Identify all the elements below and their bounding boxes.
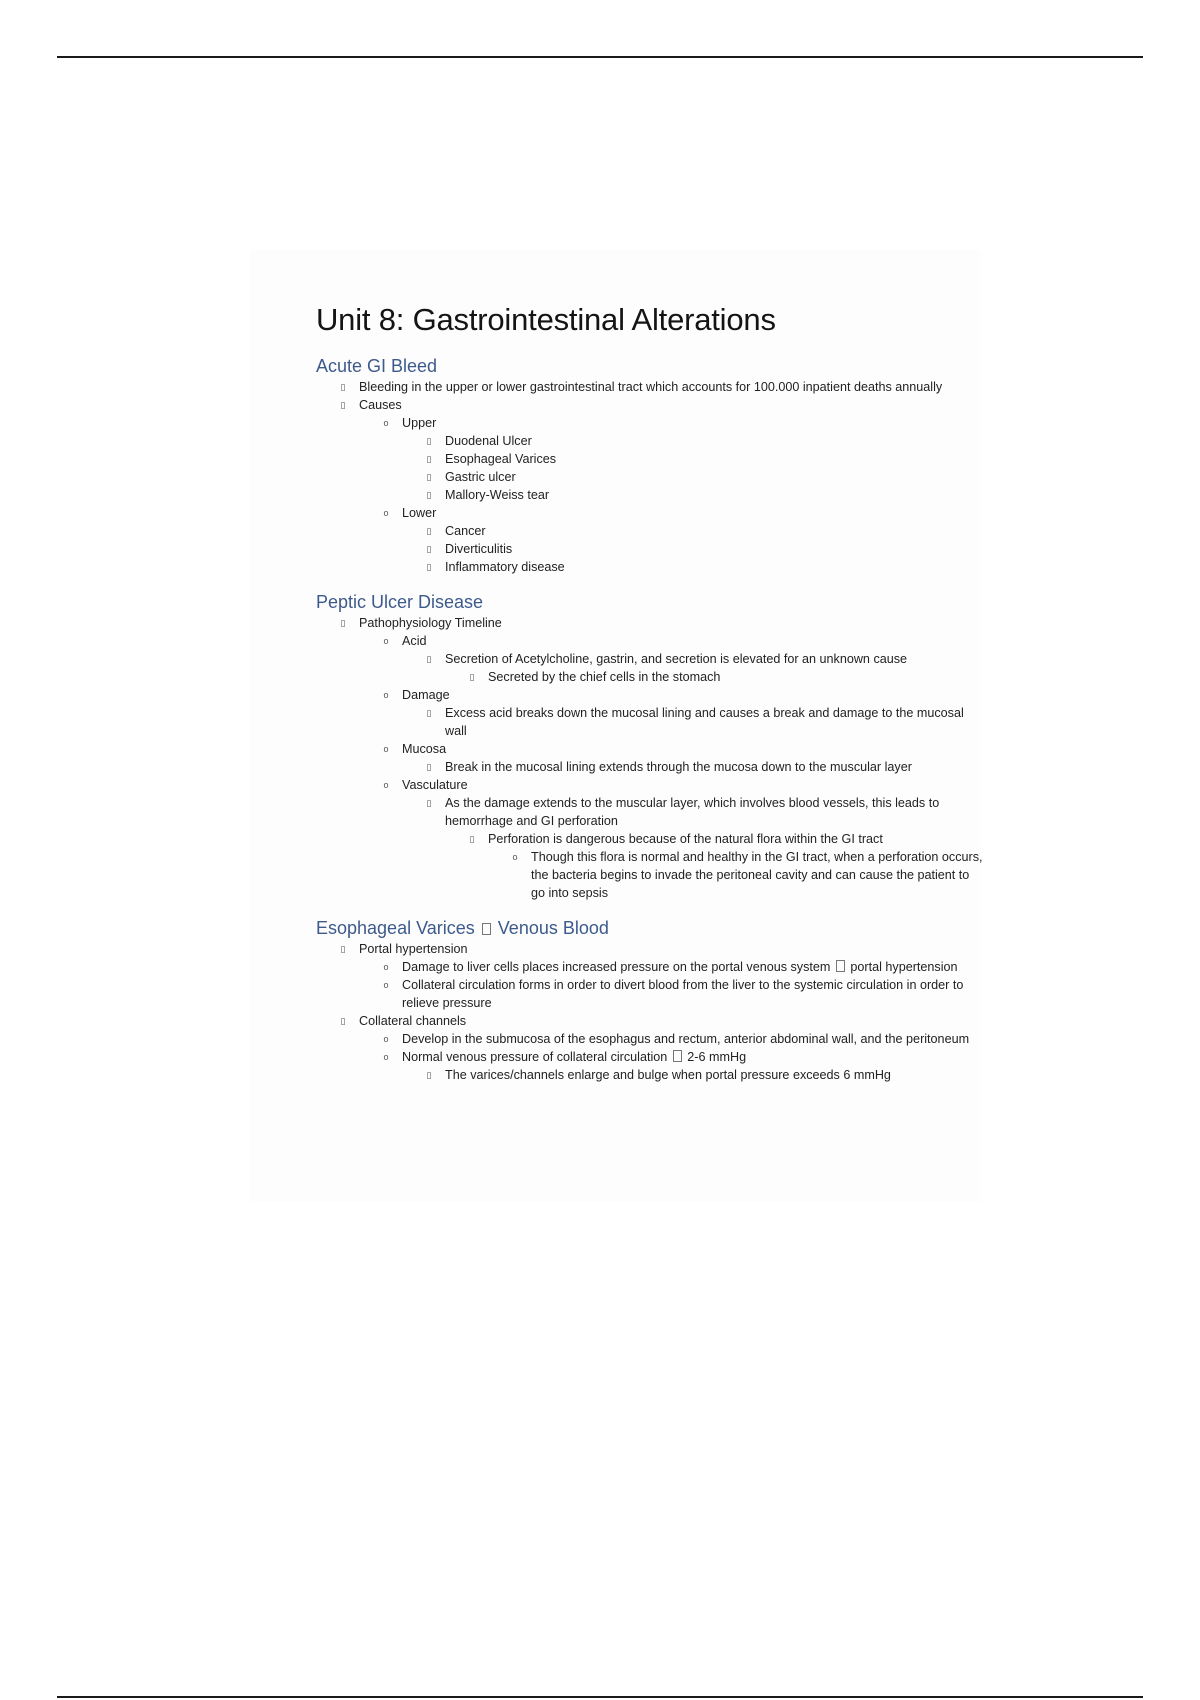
square-bullet-icon: ▯ [426,762,432,772]
list-item: o Vasculature [316,776,986,794]
square-bullet-icon: ▯ [426,544,432,554]
arrow-placeholder-icon [482,923,491,935]
square-bullet-icon: ▯ [340,944,346,954]
document-title: Unit 8: Gastrointestinal Alterations [316,302,776,337]
section-heading-esophageal-varices: Esophageal Varices Venous Blood [316,918,609,938]
list-item: ▯ Portal hypertension [316,940,986,958]
list-item: ▯ Collateral channels [316,1012,986,1030]
square-bullet-icon: ▯ [426,436,432,446]
list-item: ▯ Secretion of Acetylcholine, gastrin, and secretion is elevated for an unknown cause [316,650,986,668]
list-item: ▯ Excess acid breaks down the mucosal lining and causes a break and damage to the mucosal wall [316,704,986,740]
square-bullet-icon: ▯ [426,490,432,500]
circle-bullet-icon: o [383,1034,389,1044]
square-bullet-icon: ▯ [469,672,475,682]
square-bullet-icon: ▯ [426,562,432,572]
circle-bullet-icon: o [383,744,389,754]
arrow-placeholder-icon [673,1050,682,1062]
list-item: ▯ Perforation is dangerous because of the natural flora within the GI tract [316,830,986,848]
list-item: o Damage to liver cells places increased pressure on the portal venous system portal hypertension [316,958,986,976]
section-heading-acute-gi-bleed: Acute GI Bleed [316,356,438,376]
list-item: o Damage [316,686,986,704]
square-bullet-icon: ▯ [469,834,475,844]
circle-bullet-icon: o [383,780,389,790]
square-bullet-icon: ▯ [340,618,346,628]
list-item: ▯ Bleeding in the upper or lower gastrointestinal tract which accounts for 100.000 inpatient deaths annually [316,378,986,396]
circle-bullet-icon: o [383,690,389,700]
list-item: o Normal venous pressure of collateral circulation 2-6 mmHg [316,1048,986,1066]
circle-bullet-icon: o [383,418,389,428]
square-bullet-icon: ▯ [426,1070,432,1080]
square-bullet-icon: ▯ [340,382,346,392]
list-item: o Lower [316,504,986,522]
list-item: ▯ Causes [316,396,986,414]
list-item: ▯ Duodenal Ulcer [316,432,986,450]
list-item: o Though this flora is normal and healthy in the GI tract, when a perforation occurs, the bacteria begins to invade the peritoneal cavity and can cause the patient to go into sepsis [316,848,986,902]
circle-bullet-icon: o [383,962,389,972]
circle-bullet-icon: o [512,852,518,862]
square-bullet-icon: ▯ [426,526,432,536]
arrow-placeholder-icon [836,960,845,972]
square-bullet-icon: ▯ [426,654,432,664]
list-item: ▯ Esophageal Varices [316,450,986,468]
list-item: o Develop in the submucosa of the esophagus and rectum, anterior abdominal wall, and the peritoneum [316,1030,986,1048]
list-item: o Mucosa [316,740,986,758]
list-item: ▯ As the damage extends to the muscular layer, which involves blood vessels, this leads to hemorrhage and GI perforation [316,794,986,830]
list-item: o Collateral circulation forms in order to divert blood from the liver to the systemic circulation in order to relieve pressure [316,976,986,1012]
top-rule [57,56,1143,58]
list-item: ▯ Diverticulitis [316,540,986,558]
list-item: ▯ Secreted by the chief cells in the stomach [316,668,986,686]
list-item: ▯ The varices/channels enlarge and bulge when portal pressure exceeds 6 mmHg [316,1066,986,1084]
square-bullet-icon: ▯ [426,472,432,482]
bottom-rule [57,1696,1143,1698]
list-item: ▯ Cancer [316,522,986,540]
list-item: ▯ Inflammatory disease [316,558,986,576]
section-heading-peptic-ulcer: Peptic Ulcer Disease [316,592,484,612]
circle-bullet-icon: o [383,980,389,990]
square-bullet-icon: ▯ [426,708,432,718]
square-bullet-icon: ▯ [340,400,346,410]
list-item: o Acid [316,632,986,650]
document-body [316,300,986,1084]
list-item: o Upper [316,414,986,432]
square-bullet-icon: ▯ [340,1016,346,1026]
circle-bullet-icon: o [383,636,389,646]
circle-bullet-icon: o [383,508,389,518]
square-bullet-icon: ▯ [426,798,432,808]
list-item: ▯ Mallory-Weiss tear [316,486,986,504]
square-bullet-icon: ▯ [426,454,432,464]
esophageal-varices-list [316,940,986,1084]
acute-gi-bleed-list [316,378,986,576]
list-item: ▯ Gastric ulcer [316,468,986,486]
list-item: ▯ Break in the mucosal lining extends through the mucosa down to the muscular layer [316,758,986,776]
list-item: ▯ Pathophysiology Timeline [316,614,986,632]
circle-bullet-icon: o [383,1052,389,1062]
peptic-ulcer-list [316,614,986,902]
